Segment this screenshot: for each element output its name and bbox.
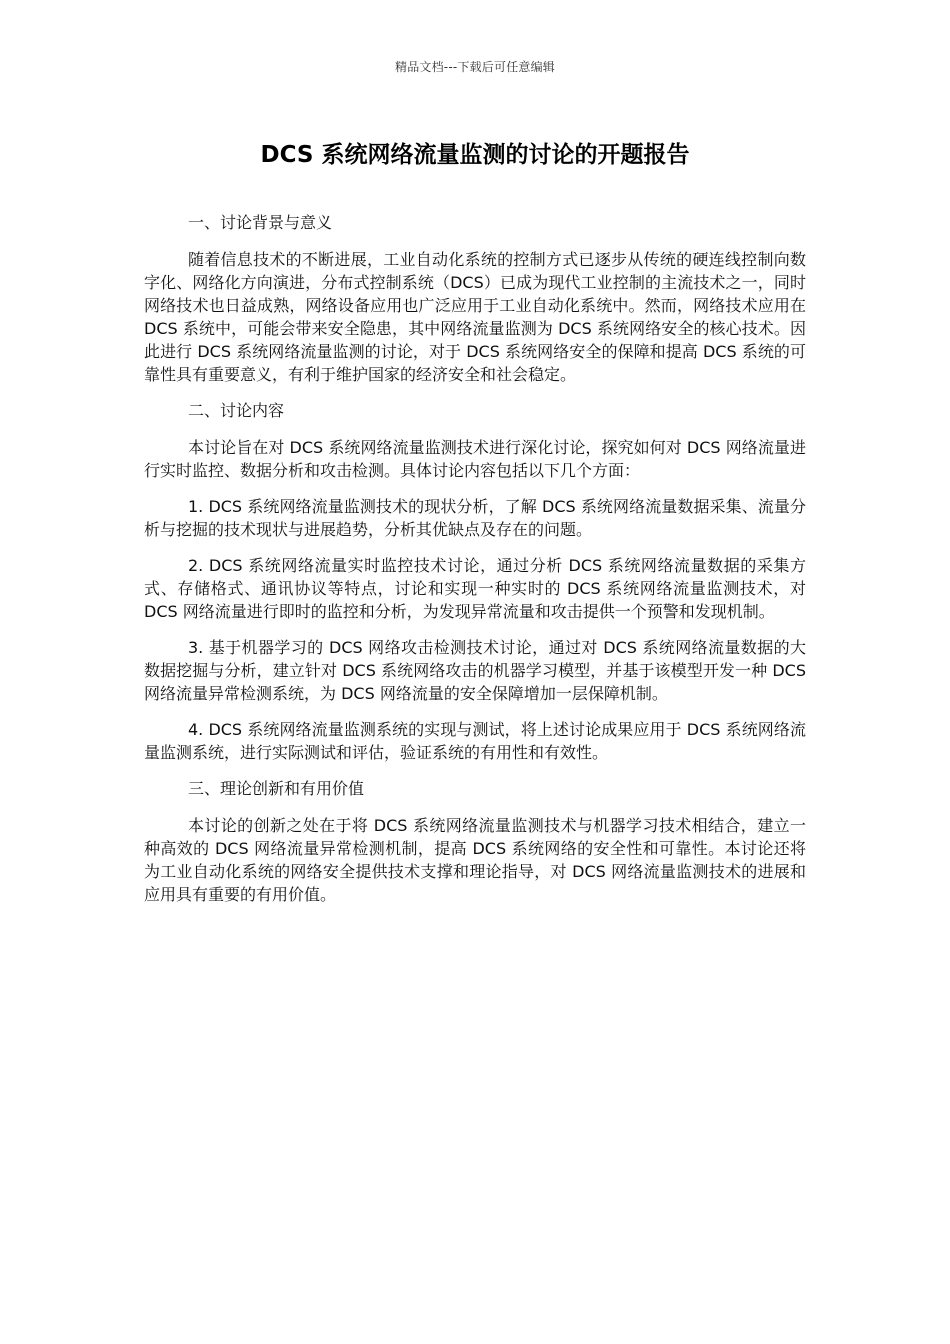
list-item-2: 2. DCS 系统网络流量实时监控技术讨论，通过分析 DCS 系统网络流量数据的采集方式、存储格式、通讯协议等特点，讨论和实现一种实时的 DCS 系统网络流量监测技术，对 DCS 网络流量进行即时的监控和分析，为发现异常流量和攻击提供一个预警和发现机制。 [144,556,806,621]
header-note: 精品文档---下载后可任意编辑 [395,60,555,74]
document-title: DCS 系统网络流量监测的讨论的开题报告 [260,142,690,168]
list-item-1: 1. DCS 系统网络流量监测技术的现状分析，了解 DCS 系统网络流量数据采集、流量分析与挖掘的技术现状与进展趋势，分析其优缺点及存在的问题。 [144,497,806,539]
document-body [144,211,806,919]
section-heading-content: 二、讨论内容 [188,401,285,420]
paragraph-content-intro: 本讨论旨在对 DCS 系统网络流量监测技术进行深化讨论，探究如何对 DCS 网络流量进行实时监控、数据分析和攻击检测。具体讨论内容包括以下几个方面： [144,438,806,480]
list-item-3: 3. 基于机器学习的 DCS 网络攻击检测技术讨论，通过对 DCS 系统网络流量数据的大数据挖掘与分析，建立针对 DCS 系统网络攻击的机器学习模型，并基于该模型开发一种 DCS 网络流量异常检测系统，为 DCS 网络流量的安全保障增加一层保障机制。 [144,638,806,703]
paragraph-background: 随着信息技术的不断进展，工业自动化系统的控制方式已逐步从传统的硬连线控制向数字化、网络化方向演进，分布式控制系统（DCS）已成为现代工业控制的主流技术之一，同时网络技术也日益成熟，网络设备应用也广泛应用于工业自动化系统中。然而，网络技术应用在 DCS 系统中，可能会带来安全隐患，其中网络流量监测为 DCS 系统网络安全的核心技术。因此进行 DCS 系统网络流量监测的讨论，对于 DCS 系统网络安全的保障和提高 DCS 系统的可靠性具有重要意义，有利于维护国家的经济安全和社会稳定。 [144,250,806,384]
section-heading-innovation: 三、理论创新和有用价值 [188,779,365,798]
paragraph-innovation: 本讨论的创新之处在于将 DCS 系统网络流量监测技术与机器学习技术相结合，建立一种高效的 DCS 网络流量异常检测机制，提高 DCS 系统网络的安全性和可靠性。本讨论还将为工业自动化系统的网络安全提供技术支撑和理论指导，对 DCS 网络流量监测技术的进展和应用具有重要的有用价值。 [144,816,806,904]
list-item-4: 4. DCS 系统网络流量监测系统的实现与测试，将上述讨论成果应用于 DCS 系统网络流量监测系统，进行实际测试和评估，验证系统的有用性和有效性。 [144,720,806,762]
section-heading-background: 一、讨论背景与意义 [188,213,333,232]
